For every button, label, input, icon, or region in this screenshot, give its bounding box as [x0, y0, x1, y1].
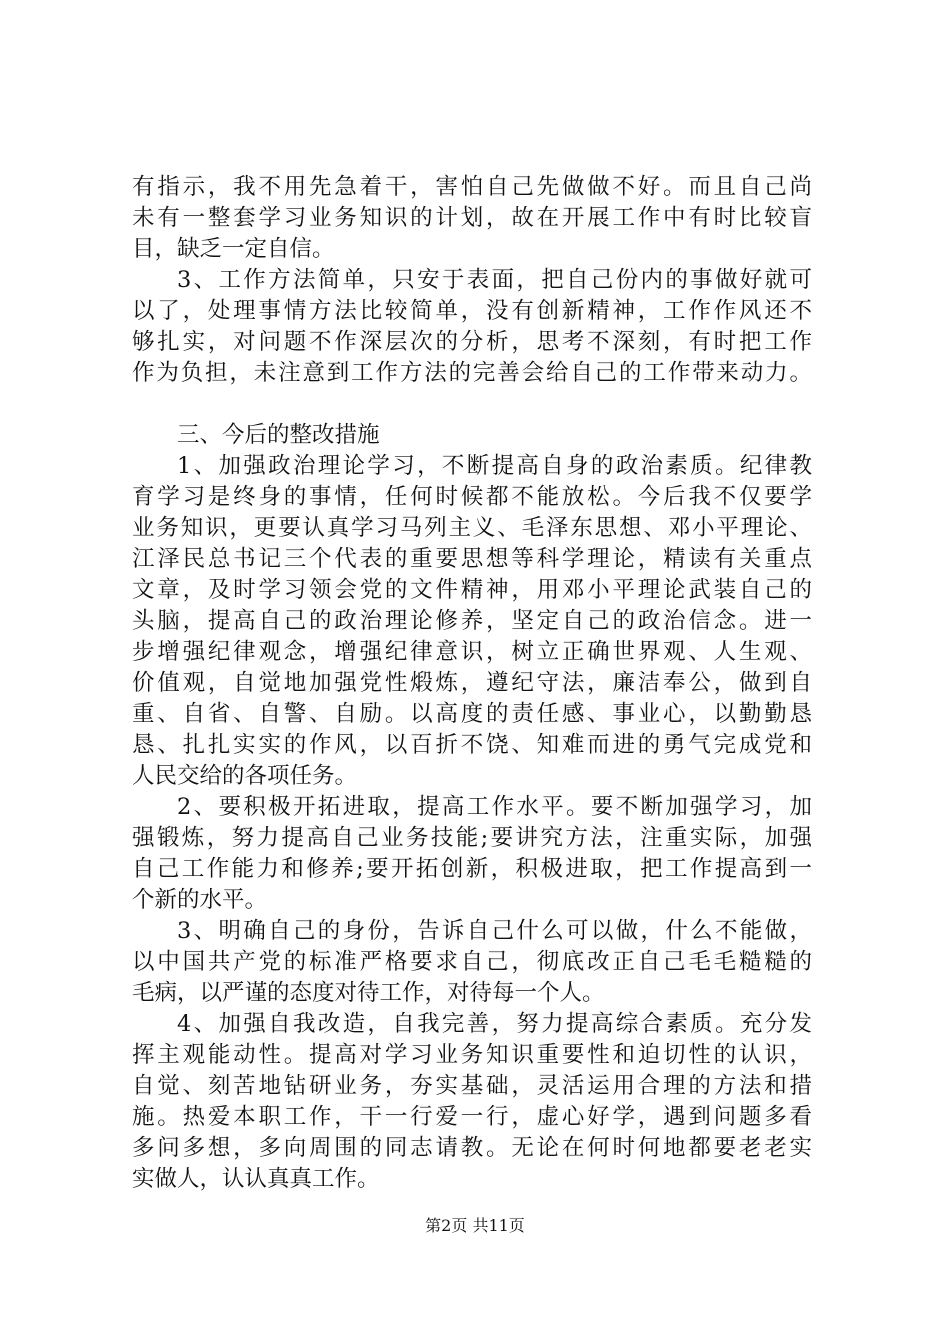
text-line: 有指示，我不用先急着干，害怕自己先做做不好。而且自己尚: [132, 174, 812, 200]
text-line: 强锻炼，努力提高自己业务技能;要讲究方法，注重实际，加强: [132, 825, 812, 851]
paragraph-start-line: 3、明确自己的身份，告诉自己什么可以做，什么不能做，: [177, 918, 812, 944]
text-line: 目，缺乏一定自信。: [132, 236, 335, 262]
text-line: 文章，及时学习领会党的文件精神，用邓小平理论武装自己的: [132, 577, 812, 603]
text-line: 步增强纪律观念，增强纪律意识，树立正确世界观、人生观、: [132, 639, 812, 665]
text-line: 施。热爱本职工作，干一行爱一行，虚心好学，遇到问题多看: [132, 1104, 812, 1130]
text-line: 以中国共产党的标准严格要求自己，彻底改正自己毛毛糙糙的: [132, 949, 812, 975]
text-line: 作为负担，未注意到工作方法的完善会给自己的工作带来动力。: [132, 360, 812, 386]
page-number-footer: 第2页 共11页: [425, 1216, 525, 1235]
paragraph-start-line: 4、加强自我改造，自我完善，努力提高综合素质。充分发: [177, 1011, 812, 1037]
text-line: 头脑，提高自己的政治理论修养，坚定自己的政治信念。进一: [132, 608, 812, 634]
text-line: 恳、扎扎实实的作风，以百折不饶、知难而进的勇气完成党和: [132, 732, 812, 758]
text-line: 价值观，自觉地加强党性煅炼，遵纪守法，廉洁奉公，做到自: [132, 670, 812, 696]
text-line: 未有一整套学习业务知识的计划，故在开展工作中有时比较盲: [132, 205, 812, 231]
text-line: 实做人，认认真真工作。: [132, 1166, 380, 1192]
text-line: 业务知识，更要认真学习马列主义、毛泽东思想、邓小平理论、: [132, 515, 812, 541]
text-line: 人民交给的各项任务。: [132, 763, 358, 789]
paragraph-start-line: 2、要积极开拓进取，提高工作水平。要不断加强学习，加: [177, 794, 812, 820]
text-line: 毛病，以严谨的态度对待工作，对待每一个人。: [132, 980, 605, 1006]
text-line: 自己工作能力和修养;要开拓创新，积极进取，把工作提高到一: [132, 856, 812, 882]
paragraph-start-line: 3、工作方法简单，只安于表面，把自己份内的事做好就可: [177, 267, 812, 293]
text-line: 自觉、刻苦地钻研业务，夯实基础，灵活运用合理的方法和措: [132, 1073, 812, 1099]
section-heading: 三、今后的整改措施: [177, 422, 380, 448]
text-line: 育学习是终身的事情，任何时候都不能放松。今后我不仅要学: [132, 484, 812, 510]
blank-line: [132, 389, 812, 420]
text-line: 够扎实，对问题不作深层次的分析，思考不深刻，有时把工作: [132, 329, 812, 355]
text-line: 重、自省、自警、自励。以高度的责任感、事业心，以勤勤恳: [132, 701, 812, 727]
text-line: 以了，处理事情方法比较简单，没有创新精神，工作作风还不: [132, 298, 812, 324]
text-line: 个新的水平。: [132, 887, 268, 913]
text-line: 挥主观能动性。提高对学习业务知识重要性和迫切性的认识，: [132, 1042, 812, 1068]
paragraph-start-line: 1、加强政治理论学习，不断提高自身的政治素质。纪律教: [177, 453, 812, 479]
document-body: [132, 172, 812, 1195]
text-line: 江泽民总书记三个代表的重要思想等科学理论，精读有关重点: [132, 546, 812, 572]
text-line: 多问多想，多向周围的同志请教。无论在何时何地都要老老实: [132, 1135, 812, 1161]
